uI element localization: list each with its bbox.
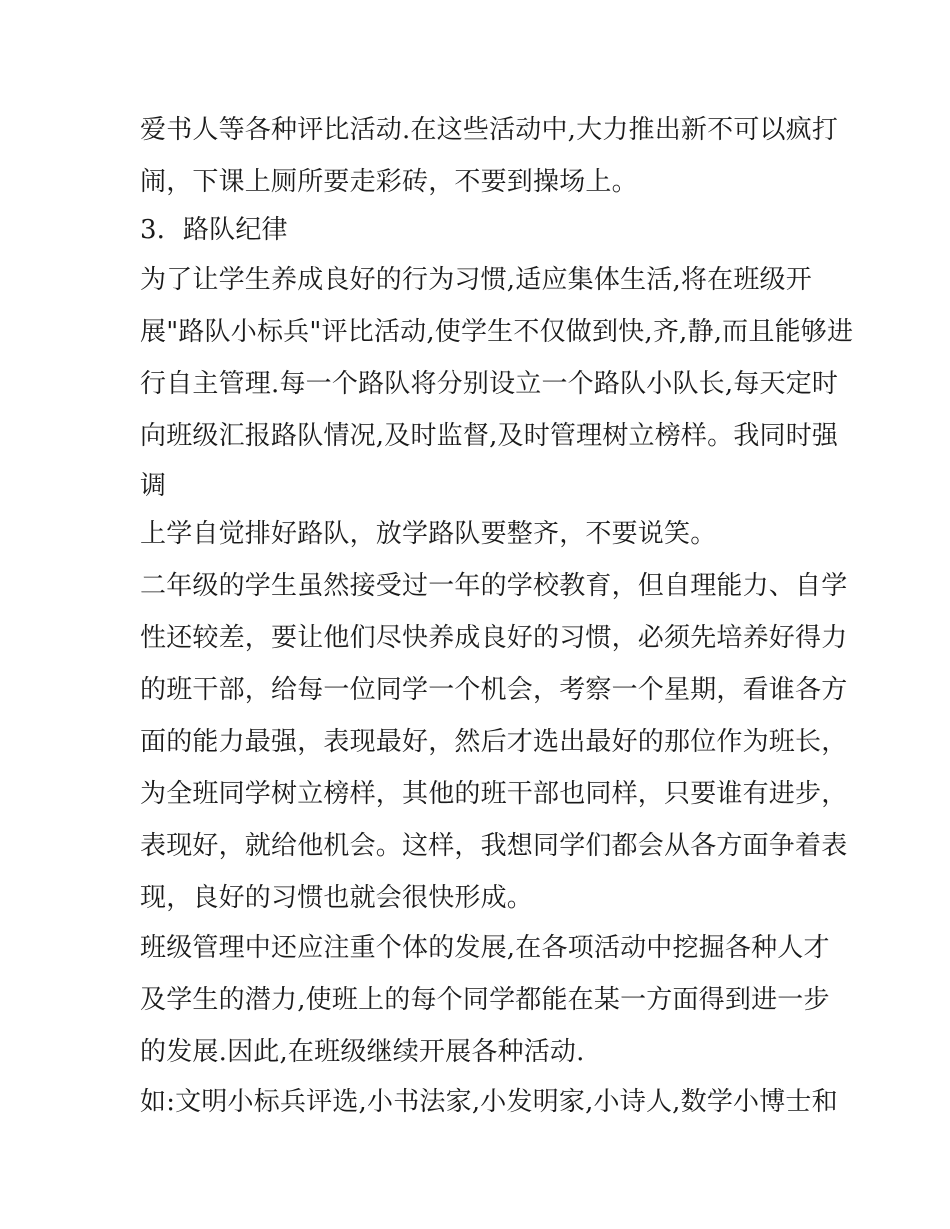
text-line: 如:文明小标兵评选,小书法家,小发明家,小诗人,数学小博士和 [140,1087,838,1117]
section-heading: 3．路队纪律 [140,215,288,245]
text-line: 现，良好的习惯也就会很快形成。 [140,883,534,913]
text-line: 性还较差，要让他们尽快养成良好的习惯，必须先培养好得力 [140,623,848,653]
text-line: 向班级汇报路队情况,及时监督,及时管理树立榜样。我同时强 [140,421,839,451]
text-line: 展"路队小标兵"评比活动,使学生不仅做到快,齐,静,而且能够进 [140,317,854,347]
text-line: 行自主管理.每一个路队将分别设立一个路队小队长,每天定时 [140,369,839,399]
text-line: 爱书人等各种评比活动.在这些活动中,大力推出新不可以疯打 [140,115,839,145]
text-line: 及学生的潜力,使班上的每个同学都能在某一方面得到进一步 [140,985,830,1015]
text-line: 二年级的学生虽然接受过一年的学校教育，但自理能力、自学 [140,571,848,601]
text-line: 面的能力最强，表现最好，然后才选出最好的那位作为班长， [140,727,848,757]
text-line: 为了让学生养成良好的行为习惯,适应集体生活,将在班级开 [140,265,812,295]
text-line: 表现好，就给他机会。这样，我想同学们都会从各方面争着表 [140,831,848,861]
text-line: 为全班同学树立榜样，其他的班干部也同样，只要谁有进步， [140,779,848,809]
text-line: 的班干部，给每一位同学一个机会，考察一个星期，看谁各方 [140,675,848,705]
text-line: 上学自觉排好路队，放学路队要整齐，不要说笑。 [140,519,717,549]
text-line: 调 [140,471,167,501]
text-line: 的发展.因此,在班级继续开展各种活动. [140,1037,585,1067]
text-line: 闹，下课上厕所要走彩砖，不要到操场上。 [140,167,638,197]
text-line: 班级管理中还应注重个体的发展,在各项活动中挖掘各种人才 [140,933,830,963]
